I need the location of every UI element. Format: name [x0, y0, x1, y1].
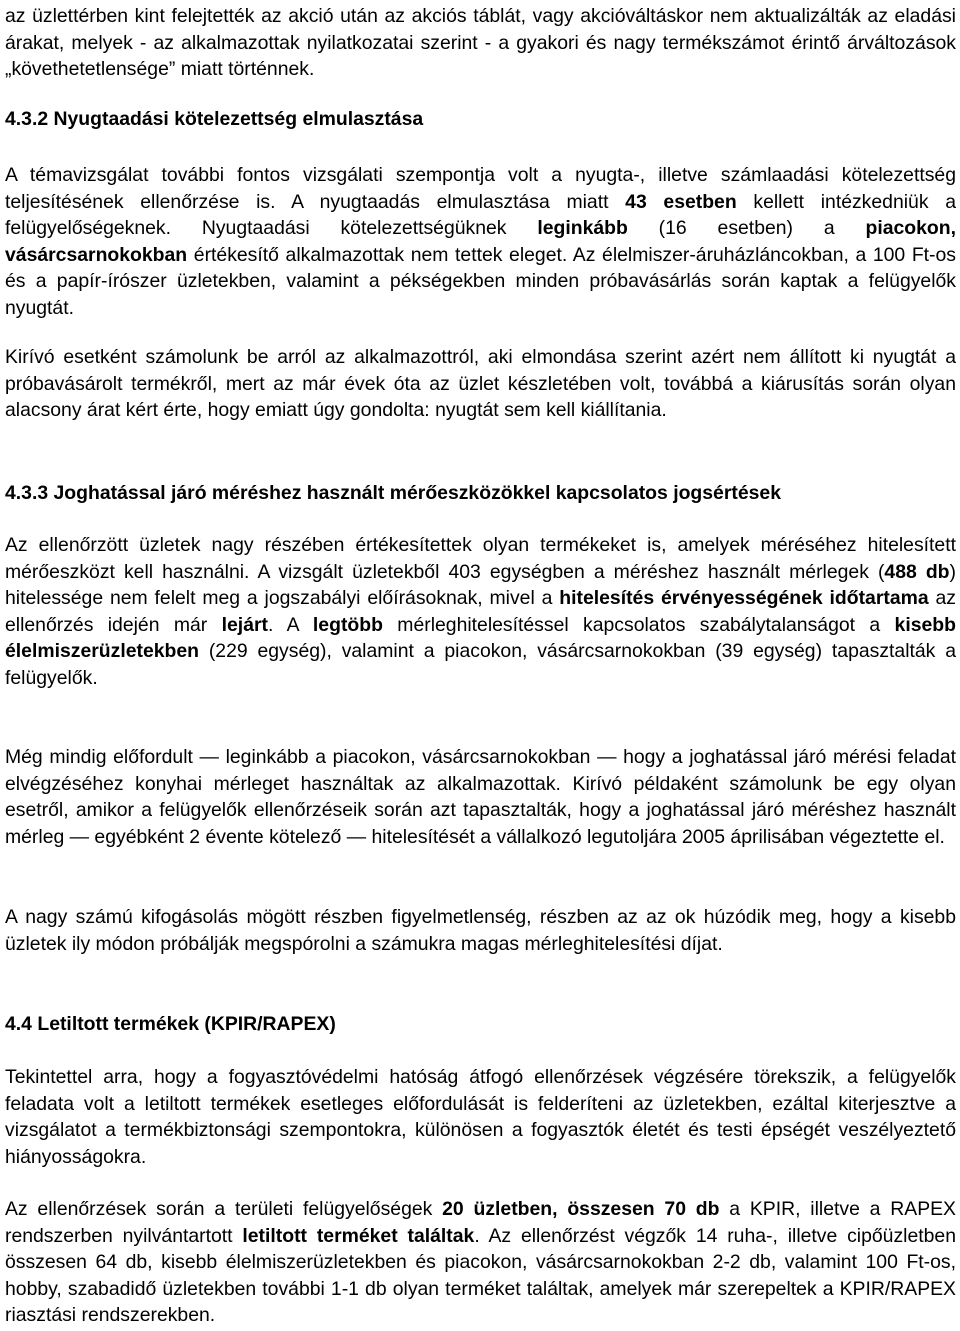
konyhai-merleg-paragraph: Még mindig előfordult — leginkább a piacokon, vásárcsarnokokban — hogy a joghatással járó mérési feladat elvégzéséhez konyhai mérleget használtak az alkalmazottak. Kirívó példaként számolunk be egy olyan esetről, amikor a felügyelők ellenőrzéseik során azt tapasztalták, hogy a joghatással járó méréshez használt mérleg — egyébként 2 évente kötelező — hitelesítését a vállalkozó legutoljára 2005 áprilisában végeztette el.	[5, 746, 956, 848]
intro-paragraph: az üzlettérben kint felejtették az akció után az akciós táblát, vagy akcióváltáskor nem aktualizálták az eladási árakat, melyek - az alkalmazottak nyilatkozatai szerint - a gyakori és nagy termékszámot érintő árváltozások „követhetetlensége” miatt történnek.	[5, 5, 956, 81]
section-heading-4-4: 4.4 Letiltott termékek (KPIR/RAPEX)	[5, 1013, 336, 1035]
kirivo-eset-paragraph: Kirívó esetként számolunk be arról az alkalmazottról, aki elmondása szerint azért nem állított ki nyugtát a próbavásárolt termékről, mert az már évek óta az üzlet készletében volt, továbbá a kiárusítás során olyan alacsony árat kért érte, hogy emiatt úgy gondolta: nyugtát sem kell kiállítania.	[5, 346, 956, 422]
meroeszkoz-paragraph: Az ellenőrzött üzletek nagy részében értékesítettek olyan termékeket is, amelyek méréséhez hitelesített mérőeszközt kell használni. A vizsgált üzletekből 403 egységben a méréshez használt mérlegek (488 db) hitelessége nem felelt meg a jogszabályi előírásoknak, mivel a hitelesítés érvényességének időtartama az ellenőrzés idején már lejárt. A legtöbb mérleghitelesítéssel kapcsolatos szabálytalanságot a kisebb élelmiszerüzletekben (229 egység), valamint a piacokon, vásárcsarnokokban (39 egység) tapasztalták a felügyelők.	[5, 534, 956, 689]
nyugtaadas-paragraph: A témavizsgálat további fontos vizsgálati szempontja volt a nyugta-, illetve számlaadási kötelezettség teljesítésének ellenőrzése is. A nyugtaadás elmulasztása miatt 43 esetben kellett intézkedniük a felügyelőségeknek. Nyugtaadási kötelezettségüknek leginkább (16 esetben) a piacokon, vásárcsarnokokban értékesítő alkalmazottak nem tettek eleget. Az élelmiszer-áruházláncokban, a 100 Ft-os és a papír-írószer üzletekben, valamint a pékségekben minden próbavásárlás során kaptak a felügyelők nyugtát.	[5, 164, 956, 319]
letiltott-termekek-paragraph: Tekintettel arra, hogy a fogyasztóvédelmi hatóság átfogó ellenőrzések végzésére törekszik, a felügyelők feladata volt a letiltott termékek esetleges előfordulását is felderíteni az üzletekben, ezáltal kiterjesztve a vizsgálatot a termékbiztonsági szempontokra, különösen a fogyasztók életét és testi épségét veszélyeztető hiányosságokra.	[5, 1066, 956, 1168]
kifogasolas-paragraph: A nagy számú kifogásolás mögött részben figyelmetlenség, részben az az ok húzódik meg, hogy a kisebb üzletek ily módon próbálják megspórolni a számukra magas mérleghitelesítési díjat.	[5, 906, 956, 955]
section-heading-4-3-2: 4.3.2 Nyugtaadási kötelezettség elmulasztása	[5, 108, 424, 130]
kpir-rapex-paragraph: Az ellenőrzések során a területi felügyelőségek 20 üzletben, összesen 70 db a KPIR, illetve a RAPEX rendszerben nyilvántartott letiltott terméket találtak. Az ellenőrzést végzők 14 ruha-, illetve cipőüzletben összesen 64 db, kisebb élelmiszerüzletekben és piacokon, vásárcsarnokokban 2-2 db, valamint 100 Ft-os, hobby, szabadidő üzletekben további 1-1 db olyan terméket találtak, amelyek már szerepeltek a KPIR/RAPEX riasztási rendszerekben.	[5, 1198, 956, 1327]
section-heading-4-3-3: 4.3.3 Joghatással járó méréshez használt mérőeszközökkel kapcsolatos jogsértések	[5, 482, 781, 504]
